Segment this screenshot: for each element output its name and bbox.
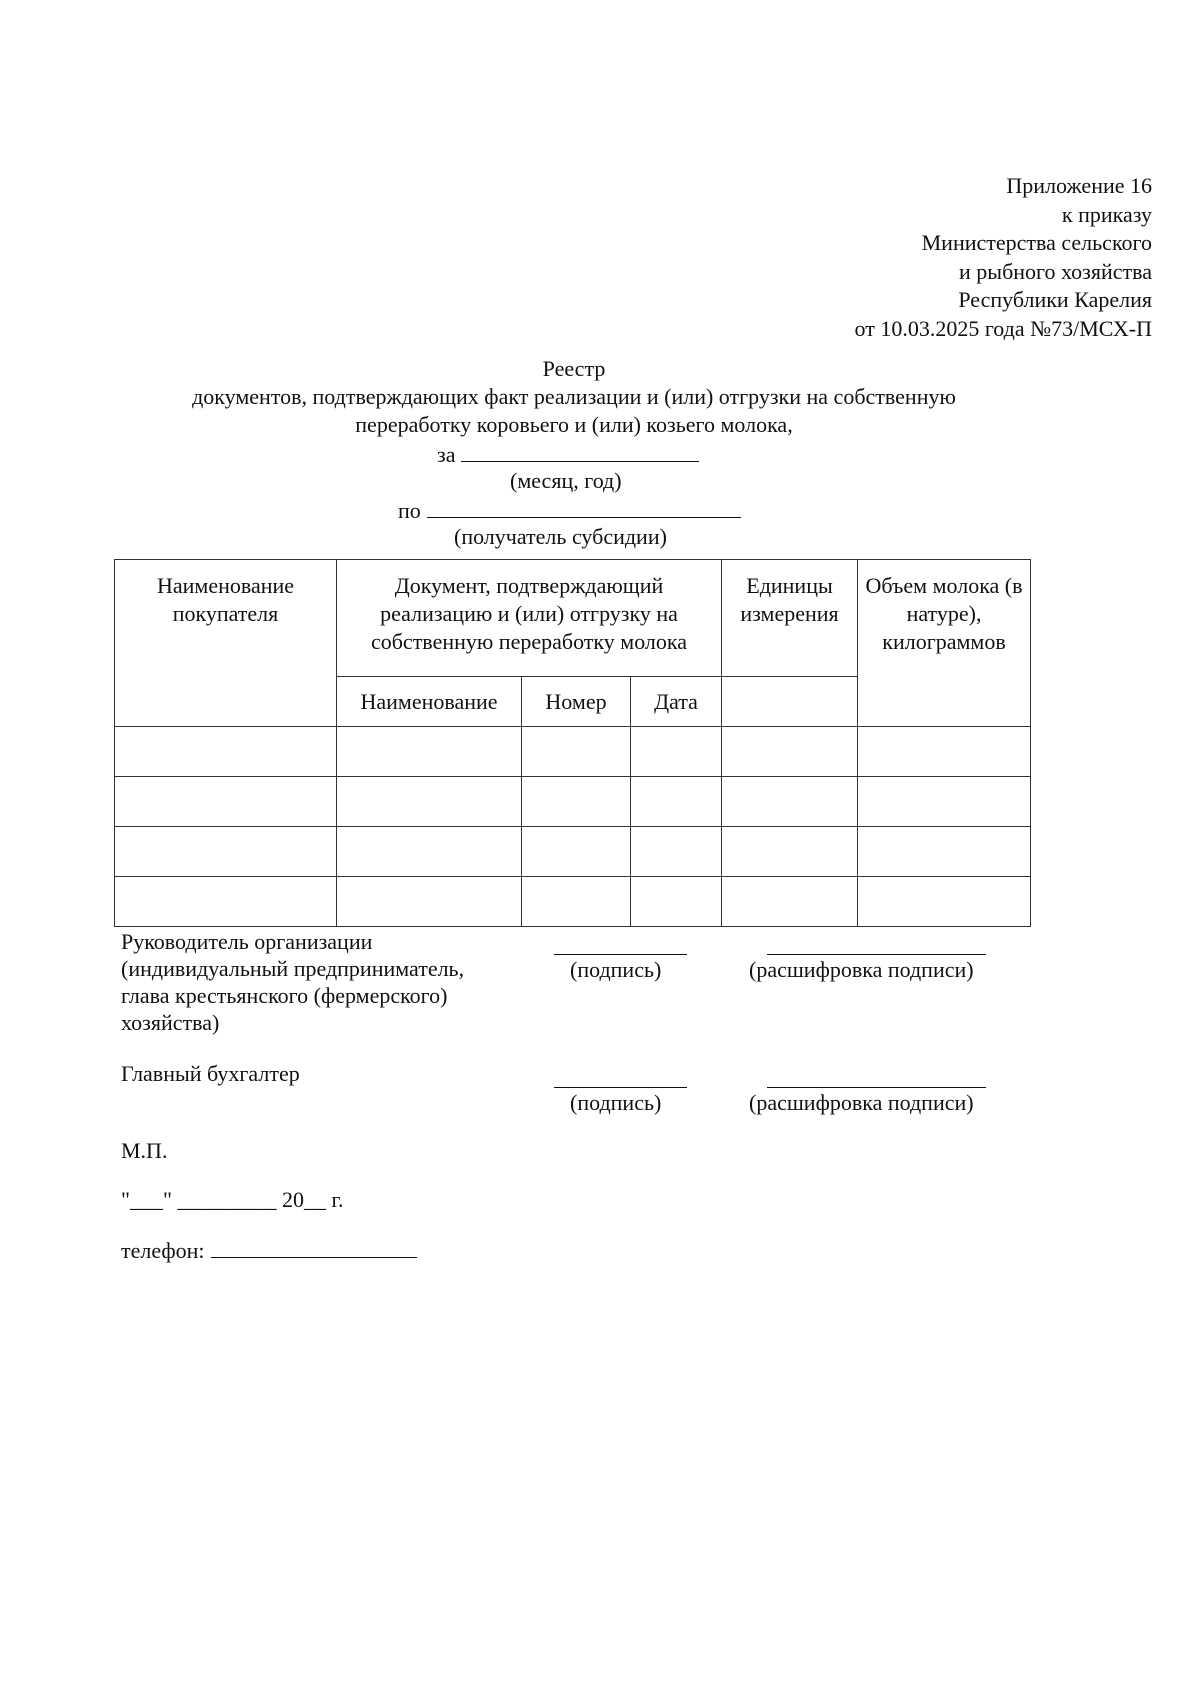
head-signature-caption: (подпись)	[570, 957, 662, 982]
col-document-header	[337, 560, 722, 677]
title-line-2: переработку коровьего и (или) козьего молока,	[355, 412, 793, 437]
phone-field[interactable]	[211, 1235, 417, 1258]
appendix-header	[552, 172, 1152, 344]
head-signature-label	[121, 928, 464, 1036]
sub-number-header: Номер	[522, 677, 631, 727]
col-volume-header	[858, 560, 1031, 727]
table-cell[interactable]	[722, 877, 858, 927]
table-cell[interactable]	[115, 877, 337, 927]
title-line-1: документов, подтверждающих факт реализации и (или) отгрузки на собственную	[192, 384, 956, 409]
registry-table	[114, 559, 1031, 927]
table-cell[interactable]	[337, 727, 522, 777]
table-cell[interactable]	[115, 777, 337, 827]
recipient-row	[398, 495, 741, 525]
table-cell[interactable]	[722, 727, 858, 777]
table-cell[interactable]	[631, 777, 722, 827]
table-row	[115, 827, 1031, 877]
appendix-line: Министерства сельского	[921, 230, 1152, 256]
table-header-row	[115, 560, 1031, 677]
recipient-field[interactable]	[427, 495, 741, 518]
table-cell[interactable]	[858, 777, 1031, 827]
appendix-line: Приложение 16	[1006, 173, 1152, 198]
table-cell[interactable]	[337, 877, 522, 927]
accountant-signature-label	[121, 1060, 300, 1087]
period-prefix: за	[437, 442, 456, 467]
appendix-line: от 10.03.2025 года №73/МСХ-П	[854, 315, 1152, 341]
period-row	[437, 439, 699, 469]
table-cell[interactable]	[631, 877, 722, 927]
accountant-decode-field[interactable]	[767, 1087, 986, 1088]
head-label-line: (индивидуальный предприниматель,	[121, 956, 465, 981]
head-decode-caption: (расшифровка подписи)	[749, 957, 974, 982]
sub-date-header: Дата	[631, 677, 722, 727]
table-cell[interactable]	[522, 877, 631, 927]
phone-label: телефон:	[121, 1238, 205, 1263]
appendix-line: к приказу	[1061, 201, 1152, 227]
phone-row	[121, 1235, 417, 1265]
col-units-label: Единицы измерения	[740, 573, 839, 626]
title-heading: Реестр	[542, 356, 606, 381]
col-volume-label: Объем молока (в натуре), килограммов	[865, 573, 1023, 654]
table-cell[interactable]	[522, 727, 631, 777]
recipient-prefix: по	[398, 498, 421, 523]
head-decode-field[interactable]	[767, 954, 986, 955]
table-cell[interactable]	[337, 827, 522, 877]
table-cell[interactable]	[858, 877, 1031, 927]
date-line: "___" _________ 20__ г.	[121, 1187, 344, 1212]
table-cell[interactable]	[858, 827, 1031, 877]
table-cell[interactable]	[522, 777, 631, 827]
table-row	[115, 877, 1031, 927]
stamp-label: М.П.	[121, 1138, 168, 1163]
head-label-line: глава крестьянского (фермерского)	[121, 983, 448, 1008]
accountant-decode-caption: (расшифровка подписи)	[749, 1090, 974, 1115]
sub-name-header: Наименование	[337, 677, 522, 727]
table-cell[interactable]	[722, 827, 858, 877]
accountant-signature-caption: (подпись)	[570, 1090, 662, 1115]
period-caption: (месяц, год)	[510, 468, 622, 493]
table-cell[interactable]	[115, 827, 337, 877]
appendix-line: Республики Карелия	[958, 287, 1152, 313]
table-row	[115, 777, 1031, 827]
accountant-label: Главный бухгалтер	[121, 1061, 300, 1086]
table-cell[interactable]	[522, 827, 631, 877]
table-cell[interactable]	[631, 727, 722, 777]
table-row	[115, 727, 1031, 777]
col-units-header	[722, 560, 858, 677]
head-signature-field[interactable]	[554, 954, 687, 955]
units-subcell	[722, 677, 858, 727]
table-cell[interactable]	[115, 727, 337, 777]
col-buyer-header	[115, 560, 337, 727]
recipient-caption: (получатель субсидии)	[454, 524, 667, 549]
col-buyer-label: Наименование покупателя	[156, 573, 295, 626]
accountant-signature-field[interactable]	[554, 1087, 687, 1088]
table-cell[interactable]	[858, 727, 1031, 777]
table-cell[interactable]	[337, 777, 522, 827]
period-field[interactable]	[461, 439, 699, 462]
document-title	[0, 355, 1148, 439]
head-label-line: хозяйства)	[121, 1010, 220, 1035]
table-cell[interactable]	[631, 827, 722, 877]
table-cell[interactable]	[722, 777, 858, 827]
head-label-line: Руководитель организации	[121, 929, 373, 954]
col-document-label: Документ, подтверждающий реализацию и (или) отгрузку на собственную переработку молока	[370, 573, 688, 654]
appendix-line: и рыбного хозяйства	[959, 258, 1152, 284]
